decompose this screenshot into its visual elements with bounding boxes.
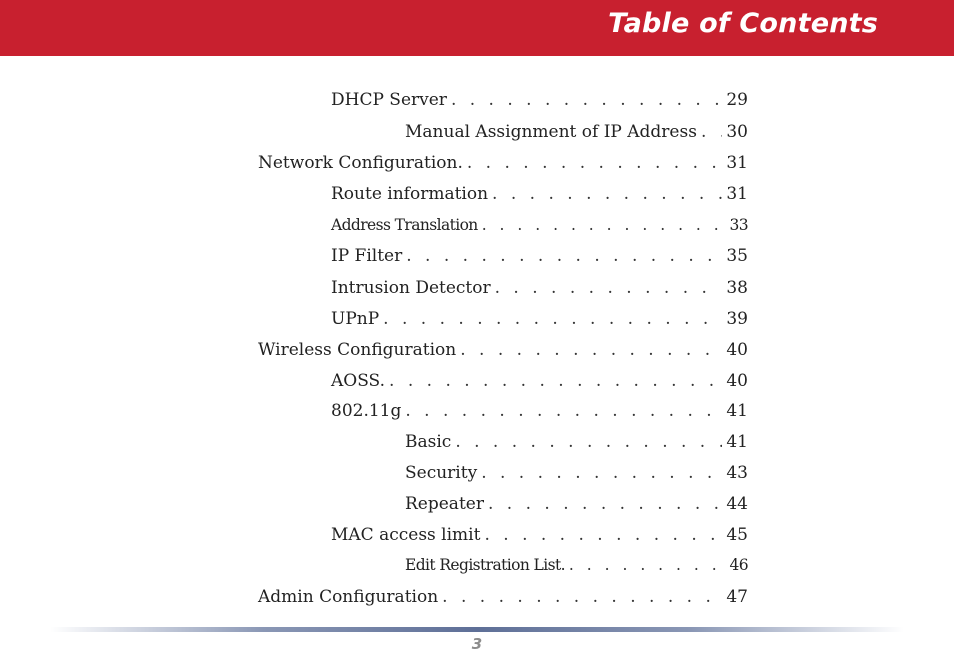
toc-entry-label: AOSS.	[331, 371, 386, 391]
toc-dot-leader	[455, 430, 722, 454]
toc-entry-label: Security	[405, 463, 478, 483]
toc-dot-leader	[467, 151, 722, 175]
toc-entry-label: UPnP	[331, 309, 380, 329]
page-number: 3	[471, 635, 483, 653]
toc-dot-leader	[701, 120, 722, 144]
toc-entry-page: 46	[729, 556, 748, 574]
toc-entry-page: 33	[729, 216, 748, 234]
toc-entry-label: Route information	[331, 184, 489, 204]
toc-entry[interactable]	[331, 276, 748, 300]
toc-entry[interactable]	[331, 88, 748, 112]
footer-rule	[50, 627, 904, 632]
toc-entry[interactable]	[405, 553, 748, 577]
toc-entry-page: 35	[726, 246, 748, 266]
toc-entry[interactable]	[405, 430, 748, 454]
toc-dot-leader	[484, 523, 722, 547]
toc-entry-page: 40	[726, 371, 748, 391]
toc-dot-leader	[569, 553, 726, 577]
toc-entry-page: 43	[726, 463, 748, 483]
toc-entry-label: Admin Configuration	[258, 587, 439, 607]
toc-entry-page: 41	[726, 401, 748, 421]
toc-entry[interactable]	[331, 307, 748, 331]
toc-entry[interactable]	[405, 492, 748, 516]
toc-dot-leader	[451, 88, 722, 112]
toc-entry[interactable]	[258, 338, 748, 362]
toc-entry[interactable]	[331, 523, 748, 547]
toc-entry-page: 41	[726, 432, 748, 452]
toc-entry-page: 31	[726, 153, 748, 173]
toc-entry-label: Basic	[405, 432, 452, 452]
toc-dot-leader	[383, 307, 722, 331]
toc-entry-label: MAC access limit	[331, 525, 481, 545]
toc-entry-page: 44	[726, 494, 748, 514]
toc-entry-label: 802.11g	[331, 401, 402, 421]
toc-entry[interactable]	[258, 585, 748, 609]
toc-dot-leader	[488, 492, 722, 516]
toc-dot-leader	[460, 338, 722, 362]
toc-entry[interactable]	[405, 120, 748, 144]
toc-entry-label: Repeater	[405, 494, 484, 514]
toc-dot-leader	[481, 461, 722, 485]
toc-entry[interactable]	[331, 369, 748, 393]
toc-entry-label: Network Configuration.	[258, 153, 463, 173]
toc-dot-leader	[389, 369, 722, 393]
toc-entry-page: 39	[726, 309, 748, 329]
toc-entry[interactable]	[331, 182, 748, 206]
toc-entry[interactable]	[258, 151, 748, 175]
toc-entry[interactable]	[405, 461, 748, 485]
toc-dot-leader	[492, 182, 722, 206]
toc-entry-label: DHCP Server	[331, 90, 447, 110]
toc-entry-label: IP Filter	[331, 246, 403, 266]
toc-dot-leader	[406, 244, 722, 268]
toc-entry-page: 47	[726, 587, 748, 607]
toc-entry-page: 30	[726, 122, 748, 142]
toc-entry-label: Intrusion Detector	[331, 278, 491, 298]
toc-entry-page: 29	[726, 90, 748, 110]
toc-dot-leader	[495, 276, 723, 300]
toc-entry-page: 40	[726, 340, 748, 360]
toc-entry-label: Address Translation	[331, 216, 478, 234]
page-title: Table of Contents	[608, 8, 878, 39]
toc-dot-leader	[442, 585, 722, 609]
toc-entry-label: Edit Registration List.	[405, 556, 565, 574]
toc-entry[interactable]	[331, 213, 748, 237]
toc-entry[interactable]	[331, 244, 748, 268]
toc-dot-leader	[405, 399, 722, 423]
toc-entry-page: 38	[726, 278, 748, 298]
toc-entry-page: 31	[726, 184, 748, 204]
toc-entry-label: Wireless Configuration	[258, 340, 457, 360]
toc-entry-label: Manual Assignment of IP Address	[405, 122, 697, 142]
toc-dot-leader	[482, 213, 726, 237]
toc-entry[interactable]	[331, 399, 748, 423]
toc-entry-page: 45	[726, 525, 748, 545]
